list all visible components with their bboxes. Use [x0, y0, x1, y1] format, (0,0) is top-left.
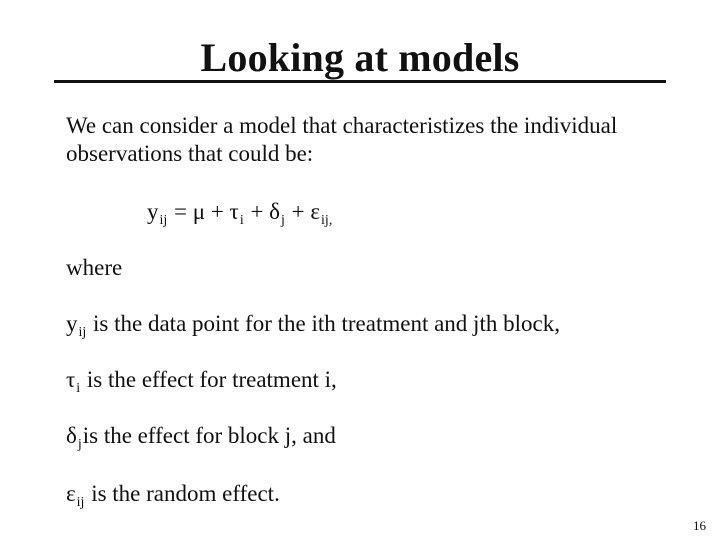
definition-epsilon: [66, 480, 280, 512]
intro-line-2: observations that could be:: [66, 141, 314, 166]
model-equation: [147, 198, 333, 230]
slide-title: Looking at models: [200, 35, 520, 80]
equation-mu-tau: = μ + τ: [168, 199, 239, 224]
intro-paragraph: [66, 112, 617, 168]
definition-text: is the random effect.: [85, 481, 280, 506]
definition-symbol: ε: [66, 481, 76, 506]
equation-epsilon-subscript: ij,: [321, 213, 333, 228]
definition-text: is the effect for treatment i,: [81, 367, 337, 392]
definition-delta: [66, 422, 336, 454]
definition-text: is the effect for block j, and: [82, 423, 336, 448]
definition-tau: [66, 366, 337, 398]
definition-subscript: ij: [78, 325, 87, 340]
equation-tau-subscript: i: [239, 213, 244, 228]
definition-symbol: y: [66, 311, 78, 336]
definition-subscript: j: [77, 437, 82, 452]
title-underline: [54, 80, 666, 83]
page-number: 16: [693, 518, 706, 533]
intro-line-1: We can consider a model that characteristizes the individual: [66, 113, 618, 138]
definition-y: [66, 310, 560, 342]
definition-subscript: ij: [76, 495, 85, 510]
definition-text: is the data point for the ith treatment and jth block,: [87, 311, 560, 336]
equation-epsilon: + ε: [285, 199, 321, 224]
equation-delta-subscript: j: [281, 213, 285, 228]
definition-symbol: δ: [66, 423, 77, 448]
definition-symbol: τ: [66, 367, 76, 392]
equation-y: y: [147, 199, 159, 224]
equation-y-subscript: ij: [159, 213, 168, 228]
definition-subscript: i: [76, 381, 81, 396]
where-label: where: [66, 255, 123, 280]
equation-delta: + δ: [244, 199, 281, 224]
